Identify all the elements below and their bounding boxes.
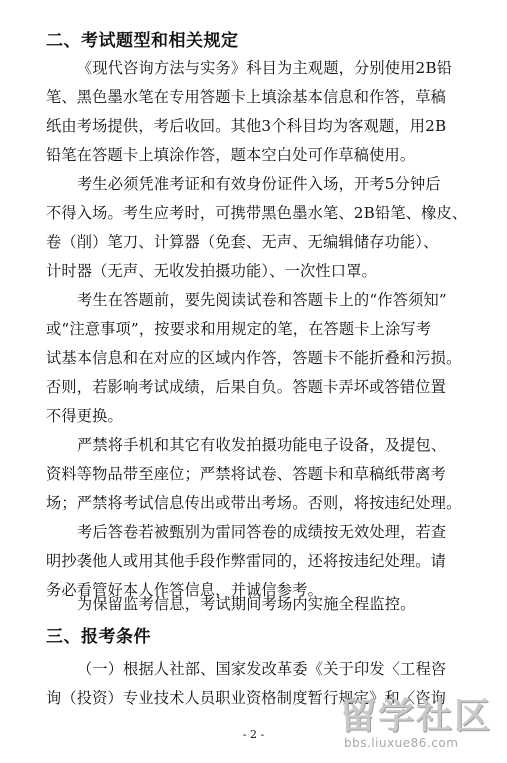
paragraph-line: 笔、黑色墨水笔在专用答题卡上填涂基本信息和作答，草稿 xyxy=(46,88,447,106)
section-heading-3: 三、报考条件 xyxy=(46,627,151,647)
paragraph-line: 卷（削）笔刀、计算器（免套、无声、无编辑储存功能）、 xyxy=(46,233,439,251)
paragraph-line: 资料等物品带至座位；严禁将试卷、答题卡和草稿纸带离考 xyxy=(46,465,447,483)
paragraph-line: 考生必须凭准考证和有效身份证件入场，开考5分钟后 xyxy=(77,175,441,193)
paragraph-line: 计时器（无声、无收发拍摄功能）、一次性口罩。 xyxy=(46,262,377,280)
paragraph-line: （一）根据人社部、国家发改革委《关于印发〈工程咨 xyxy=(77,660,447,678)
watermark-url: bbs.liuxue86.com xyxy=(344,736,459,750)
watermark-logo: 留学社区 xyxy=(340,696,493,737)
section-heading-2: 二、考试题型和相关规定 xyxy=(46,31,239,51)
paragraph-line: 试基本信息和在对应的区域内作答，答题卡不能折叠和污损。 xyxy=(46,349,462,367)
paragraph-line: 不得更换。 xyxy=(46,407,123,425)
paragraph-line: 《现代咨询方法与实务》科目为主观题，分别使用2B铅 xyxy=(77,59,453,77)
paragraph-line: 考生在答题前，要先阅读试卷和答题卡上的“作答须知” xyxy=(77,291,447,309)
paragraph-line: 明抄袭他人或用其他手段作弊雷同的，还将按违纪处理。请 xyxy=(46,552,447,570)
page-number: - 2 - xyxy=(242,728,265,741)
paragraph-line: 场；严禁将考试信息传出或带出考场。否则，将按违纪处理。 xyxy=(46,494,462,512)
paragraph-line: 或“注意事项”，按要求和用规定的笔，在答题卡上涂写考 xyxy=(46,320,432,338)
paragraph-line: 不得入场。考生应考时，可携带黑色墨水笔、2B铅笔、橡皮、 xyxy=(46,204,468,222)
paragraph-line: 务必看管好本人作答信息，并诚信参考。 xyxy=(46,581,323,599)
paragraph-line: 纸由考场提供，考后收回。其他3个科目均为客观题，用2B xyxy=(46,117,447,135)
site-watermark xyxy=(340,688,500,758)
paragraph-line: 铅笔在答题卡上填涂作答，题本空白处可作草稿使用。 xyxy=(46,146,416,164)
paragraph-line: 否则，若影响考试成绩，后果自负。答题卡弄坏或答错位置 xyxy=(46,378,447,396)
paragraph-line: 为保留监考信息，考试期间考场内实施全程监控。 xyxy=(77,595,416,613)
paragraph-line: 严禁将手机和其它有收发拍摄功能电子设备，及提包、 xyxy=(77,436,447,454)
paragraph-line: 询（投资）专业技术人员职业资格制度暂行规定》和〈咨询 xyxy=(46,689,447,707)
paragraph-line: 考后答卷若被甄别为雷同答卷的成绩按无效处理，若查 xyxy=(77,523,447,541)
